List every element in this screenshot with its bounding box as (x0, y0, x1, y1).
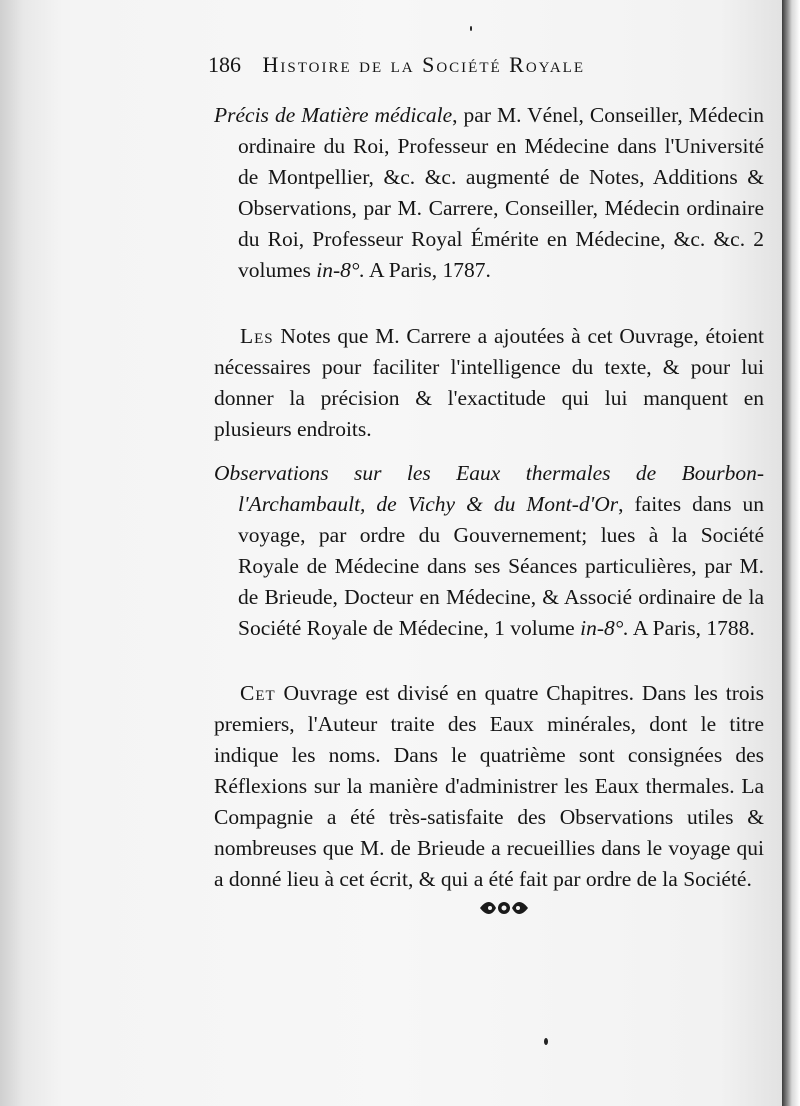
entry-2-title: Observations sur les Eaux thermales de Bourbon-l'Archambault, de Vichy & du Mont-d'Or (214, 461, 764, 516)
running-header (208, 52, 706, 78)
entry-1-place-date: A Paris, 1787. (364, 258, 491, 282)
paragraph-1-text: Notes que M. Carrere a ajoutées à cet Ouvrage, étoient nécessaires pour faciliter l'intelligence du texte, & pour lui donner la précision & l'exactitude qui lui manquent en plusieurs endroits. (214, 324, 764, 441)
entry-2-place-date: A Paris, 1788. (628, 616, 755, 640)
commentary-paragraph-1 (214, 321, 764, 445)
entry-1-details: , par M. Vénel, Conseiller, Médecin ordinaire du Roi, Professeur en Médecine dans l'Université de Montpellier, &c. &c. augmenté de Notes, Additions & Observations, par M. Carrere, Conseiller, Médecin ordinaire du Roi, Professeur Royal Émérite en Médecine, &c. &c. 2 volumes (238, 103, 764, 282)
paragraph-2-lead-word: Cet (240, 681, 276, 705)
bibliographic-entry-1 (214, 100, 764, 286)
commentary-paragraph-2 (214, 678, 764, 895)
entry-2-details: , faites dans un voyage, par ordre du Gouvernement; lues à la Société Royale de Médecine dans ses Séances particulières, par M. de Brieude, Docteur en Médecine, & Associé ordinaire de la Société Royale de Médecine, 1 volume (238, 492, 765, 640)
bibliographic-entry-2 (214, 458, 764, 644)
entry-2-format: in-8°. (580, 616, 629, 640)
paragraph-1-lead-word: Les (240, 324, 274, 348)
entry-1-title: Précis de Matière médicale (214, 103, 453, 127)
entry-1-format: in-8°. (316, 258, 365, 282)
printer-ornament-icon (478, 898, 530, 918)
running-title: Histoire de la Société Royale (262, 52, 585, 77)
page-number: 186 (208, 52, 241, 77)
page-edge-shadow (782, 0, 800, 1106)
ink-speck (470, 26, 472, 31)
paragraph-2-text: Ouvrage est divisé en quatre Chapitres. Dans les trois premiers, l'Auteur traite des Eaux minérales, dont le titre indique les noms. Dans le quatrième sont consignées des Réflexions sur la manière d'administrer les Eaux thermales. La Compagnie a été très-satisfaite des Observations utiles & nombreuses que M. de Brieude a recueillies dans le voyage qui a donné lieu à cet écrit, & qui a été fait par ordre de la Société. (214, 681, 764, 891)
ink-speck (544, 1038, 548, 1045)
